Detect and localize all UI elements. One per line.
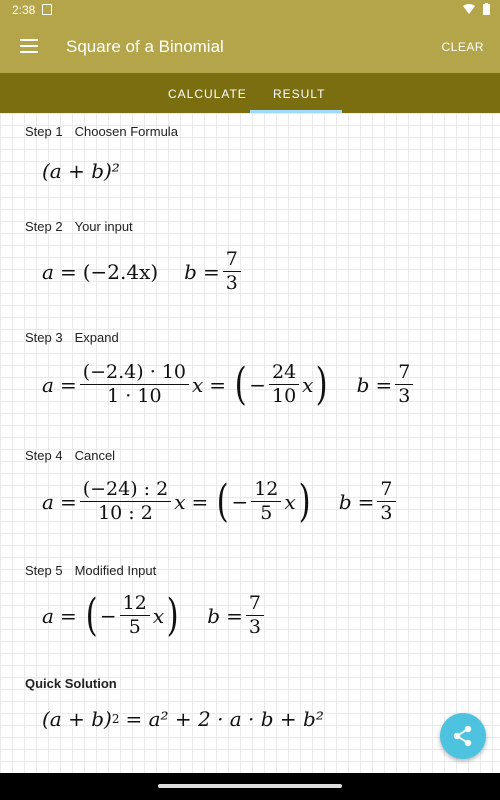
status-time: 2:38 — [12, 3, 36, 17]
step-1-label: Step 1 Choosen Formula — [25, 124, 178, 139]
result-content[interactable] — [0, 113, 500, 773]
status-bar — [0, 0, 500, 20]
navigation-bar — [0, 773, 500, 800]
tab-calculate[interactable]: CALCULATE — [168, 87, 247, 101]
step-5-modified-input: a = ( − $\frac{12}{5}$ x ) b = $\frac{7}{3}$ — [42, 593, 267, 639]
clear-button[interactable]: CLEAR — [441, 40, 484, 54]
menu-icon[interactable] — [20, 39, 38, 53]
step-3-expand: a = $\frac{(-2.4) \cdot 10}{1 \cdot 10}$ x = ( − $\frac{24}{10}$ x ) b = $\frac{7}{3}$ — [42, 362, 416, 408]
tab-result[interactable]: RESULT — [273, 87, 326, 101]
home-gesture-pill[interactable] — [158, 784, 342, 788]
step-4-label: Step 4 Cancel — [25, 448, 116, 463]
share-button[interactable] — [440, 713, 486, 759]
step-2-input: a = (−2.4x) b = $\frac{7}{3}$ — [42, 249, 244, 295]
quick-solution-formula: (a + b) 2 = a² + 2 · a · b + b² — [42, 707, 324, 731]
page-title: Square of a Binomial — [66, 37, 224, 56]
battery-icon — [483, 3, 490, 15]
app-bar — [0, 20, 500, 73]
share-icon — [440, 713, 486, 759]
exponent: 2 — [111, 712, 120, 726]
step-1-formula: (a + b)² — [42, 159, 120, 183]
notification-icon — [42, 4, 52, 15]
wifi-icon — [463, 4, 475, 14]
quick-solution-title: Quick Solution — [25, 676, 117, 691]
step-3-label: Step 3 Expand — [25, 330, 119, 345]
step-4-cancel: a = $\frac{(-24) : 2}{10 : 2}$ x = ( − $\frac{12}{5}$ x ) b = $\frac{7}{3}$ — [42, 479, 399, 525]
step-5-label: Step 5 Modified Input — [25, 563, 157, 578]
step-2-label: Step 2 Your input — [25, 219, 133, 234]
tab-bar — [0, 73, 500, 113]
